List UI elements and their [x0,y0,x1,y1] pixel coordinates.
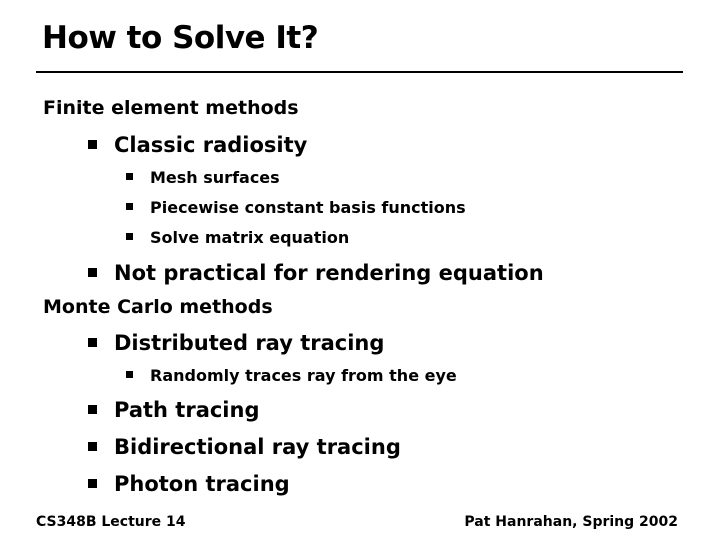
bullet-item-distributed-ray-tracing [88,330,384,356]
sub-bullet-text: Piecewise constant basis functions [150,198,466,217]
sub-bullet-item-randomly-traces [126,366,457,386]
sub-bullet-text: Randomly traces ray from the eye [150,366,457,385]
bullet-text: Bidirectional ray tracing [114,435,401,459]
square-bullet-icon [88,338,97,347]
square-bullet-icon [126,371,133,378]
square-bullet-icon [88,405,97,414]
section-heading-text: Monte Carlo methods [43,296,273,318]
bullet-text: Path tracing [114,398,260,422]
bullet-item-path-tracing [88,397,260,423]
footer-course-label: CS348B Lecture 14 [36,514,186,530]
square-bullet-icon [88,442,97,451]
sub-bullet-text: Mesh surfaces [150,168,280,187]
square-bullet-icon [88,479,97,488]
bullet-text: Photon tracing [114,472,290,496]
square-bullet-icon [88,140,97,149]
bullet-item-not-practical [88,260,544,286]
section-heading-text: Finite element methods [43,97,299,119]
square-bullet-icon [126,173,133,180]
bullet-text: Not practical for rendering equation [114,261,544,285]
bullet-text: Distributed ray tracing [114,331,385,355]
sub-bullet-item-solve-matrix [126,228,349,248]
bullet-item-photon-tracing [88,471,290,497]
section-heading-monte-carlo [43,296,273,318]
square-bullet-icon [126,233,133,240]
bullet-item-bidirectional [88,434,401,460]
slide-title: How to Solve It? [42,20,319,56]
square-bullet-icon [88,268,97,277]
square-bullet-icon [126,203,133,210]
bullet-text: Classic radiosity [114,133,308,157]
sub-bullet-item-mesh-surfaces [126,168,280,188]
sub-bullet-item-piecewise-basis [126,198,466,218]
footer-author-label: Pat Hanrahan, Spring 2002 [464,514,678,530]
bullet-item-classic-radiosity [88,132,307,158]
section-heading-finite-element [43,97,299,119]
sub-bullet-text: Solve matrix equation [150,228,350,247]
title-divider [36,71,683,73]
